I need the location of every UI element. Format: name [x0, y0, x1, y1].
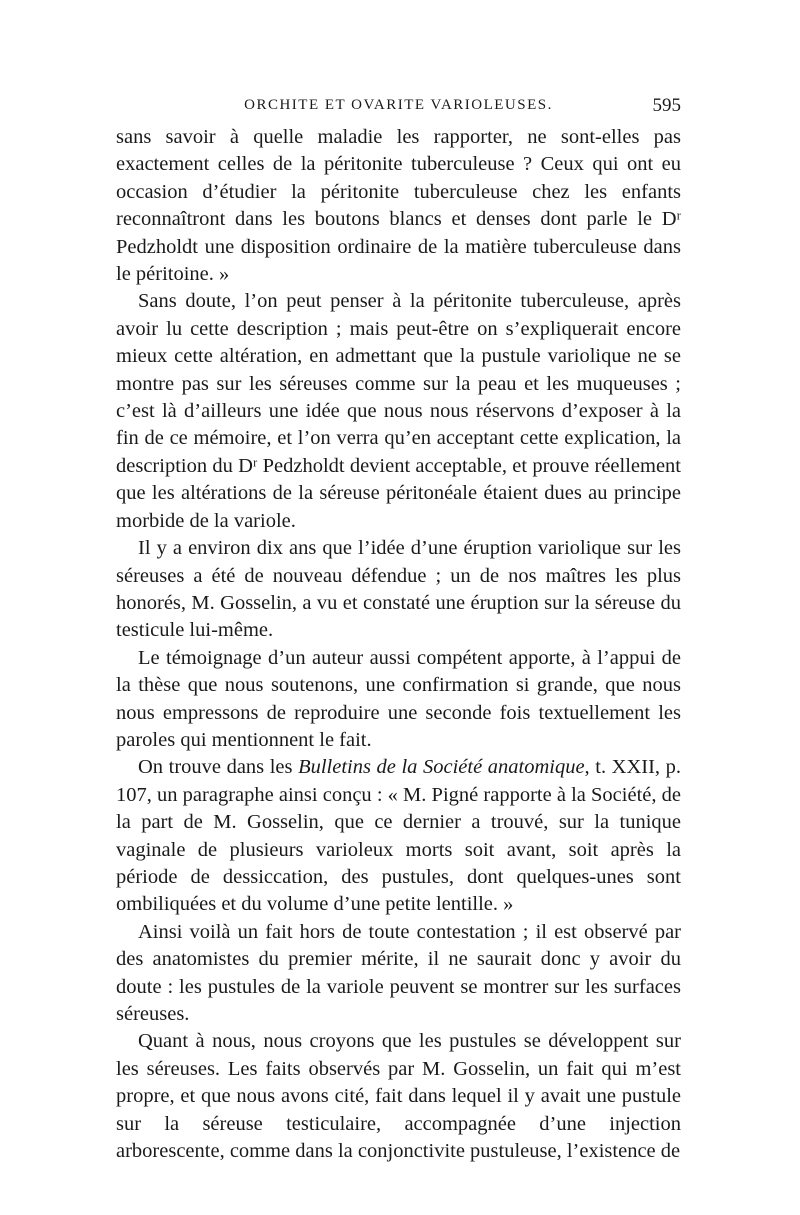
body-text: [116, 124, 681, 1165]
paragraph-continuation: sans savoir à quelle maladie les rapporter, ne sont-elles pas exactement celles de la péritonite tuberculeuse ? Ceux qui ont eu occasion d’étudier la péritonite tuberculeuse chez les enfants reconnaîtront dans les boutons blancs et denses dont parle le Dʳ Pedzholdt une disposition ordinaire de la matière tuberculeuse dans le péritoine. »: [116, 126, 681, 286]
running-title: ORCHITE ET OVARITE VARIOLEUSES.: [244, 97, 553, 113]
running-head: [116, 95, 681, 119]
paragraph-citation: [116, 754, 681, 918]
paragraph: Quant à nous, nous croyons que les pustules se développent sur les séreuses. Les faits observés par M. Gosselin, un fait qui m’est propre, et que nous avons cité, fait dans lequel il y avait une pustule sur la séreuse testiculaire, accompagnée d’une injection arborescente, comme dans la conjonctivite pustuleuse, l’existence de: [116, 1030, 681, 1163]
page-number: 595: [652, 95, 681, 116]
paragraph-text: On trouve dans les: [138, 756, 299, 779]
paragraph: Sans doute, l’on peut penser à la péritonite tuberculeuse, après avoir lu cette description ; mais peut-être on s’expliquerait encore mieux cette altération, en admettant que la pustule variolique ne se montre pas sur les séreuses comme sur la peau et les muqueuses ; c’est là d’ailleurs une idée que nous nous réservons d’exposer à la fin de ce mémoire, et l’on verra qu’en acceptant cette explication, la description du Dʳ Pedzholdt devient acceptable, et prouve réellement que les altérations de la séreuse péritonéale étaient dues au principe morbide de la variole.: [116, 290, 681, 532]
paragraph: Il y a environ dix ans que l’idée d’une éruption variolique sur les séreuses a été de nouveau défendue ; un de nos maîtres les plus honorés, M. Gosselin, a vu et constaté une éruption sur la séreuse du testicule lui-même.: [116, 537, 681, 642]
paragraph: Le témoignage d’un auteur aussi compétent apporte, à l’appui de la thèse que nous soutenons, une confirmation si grande, que nous nous empressons de reproduire une seconde fois textuellement les paroles qui mentionnent le fait.: [116, 646, 681, 751]
paragraph-text: , t. XXII, p. 107, un paragraphe ainsi conçu : « M. Pigné rapporte à la Société, de la part de M. Gosselin, que ce dernier a trouvé, sur la tunique vaginale de plusieurs varioleux morts soit avant, soit après la période de dessiccation, des pustules, dont quelques-unes sont ombiliquées et du volume d’une petite lentille. »: [116, 756, 681, 916]
journal-title: Bulletins de la Société anatomique: [298, 756, 585, 779]
paragraph: Ainsi voilà un fait hors de toute contestation ; il est observé par des anatomistes du premier mérite, il ne saurait donc y avoir du doute : les pustules de la variole peuvent se montrer sur les surfaces séreuses.: [116, 920, 681, 1025]
